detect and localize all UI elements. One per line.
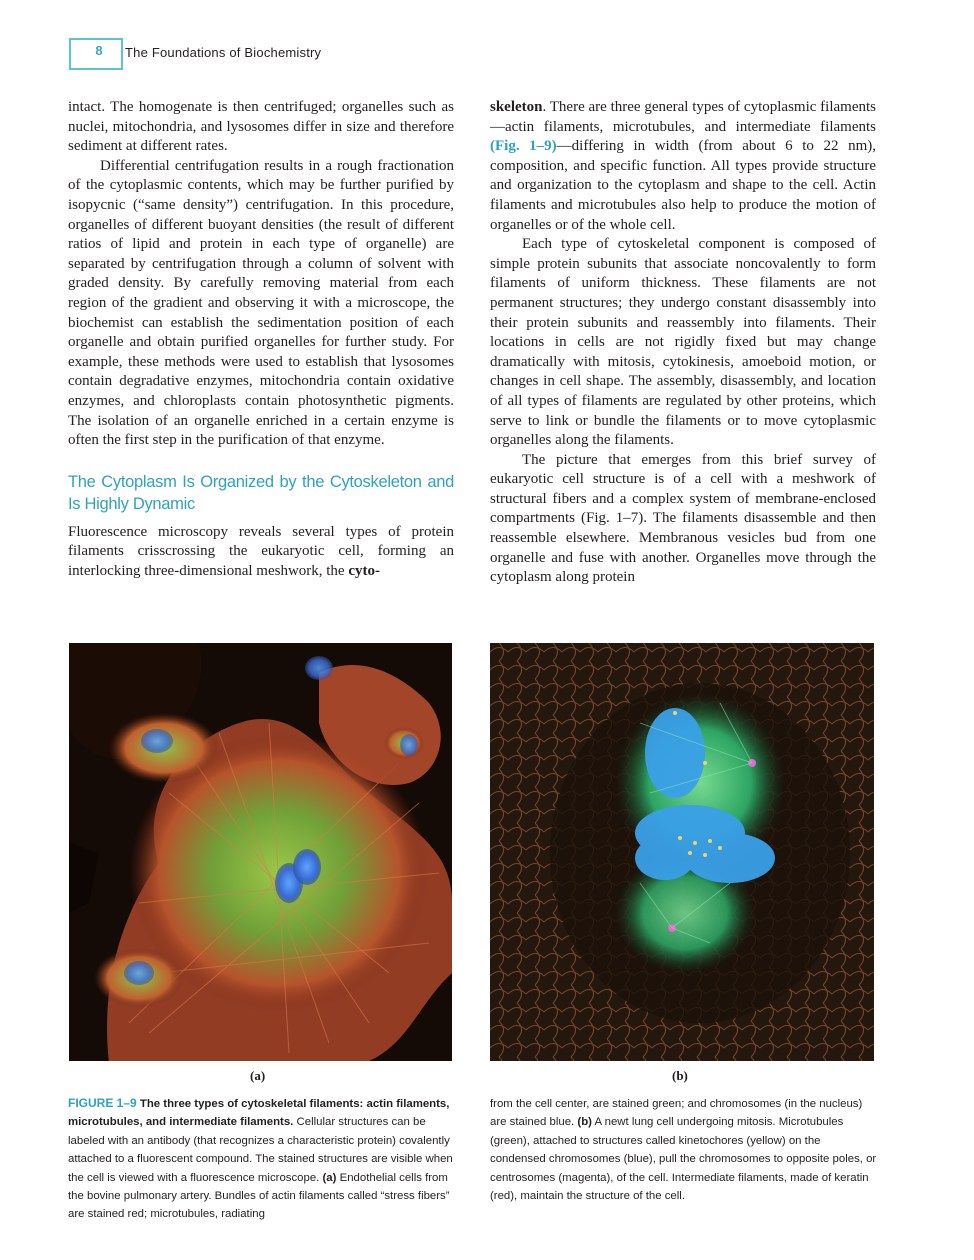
caption-text: Endothelial cells from the bovine pulmonary artery. Bundles of actin filaments called “stress fibers” are stained red; microtubules, radiating [68,1171,450,1221]
paragraph-text: Fluorescence microscopy reveals several types of protein filaments crisscrossing the eukaryotic cell, forming an interlocking three-dimensional meshwork, the [68,523,454,579]
paragraph: intact. The homogenate is then centrifuged; organelles such as nuclei, mitochondria, and lysosomes differ in size and therefore sediment at different rates. [68,99,454,155]
paragraph: Each type of cytoskeletal component is composed of simple protein subunits that associate noncovalently to form filaments of uniform thickness. These filaments are not permanent structures; they undergo constant disassembly into their protein subunits and reassembly into filaments. Their locations in cells are not rigidly fixed but may change dramatically with mitosis, cytokinesis, amoeboid motion, or changes in cell shape. The assembly, disassembly, and location of all types of filaments are regulated by other proteins, which serve to link or bundle the filaments or to move cytoplasmic organelles along the filaments. [490,236,876,449]
bold-term: skeleton [490,99,543,115]
mitosis-cell-image [490,643,874,1061]
caption-text: Cellular structures can be labeled with an antibody (that recognizes a characteristic protein) covalently attached to a fluorescent compound. The stained structures are visible when the cell is viewed with a fluorescence microscope. [68,1116,453,1184]
bold-term: cyto- [348,562,380,579]
panel-label-b: (b) [672,1068,688,1083]
paragraph-text: . There are three general types of cytoplasmic filaments—actin filaments, microtubules, and intermediate filaments [490,99,876,135]
paragraph: The picture that emerges from this brief survey of eukaryotic cell structure is of a cell with a meshwork of structural fibers and a complex system of membrane-enclosed compartments (Fig. 1–7). The filaments disassemble and then reassemble elsewhere. Membranous vesicles bud from one organelle and fuse with another. Organelles move through the cytoplasm along protein [490,451,876,586]
section-heading: The Cytoplasm Is Organized by the Cytoskeleton and Is Highly Dynamic [68,472,454,513]
figure-number: FIGURE 1–9 [68,1096,137,1110]
page-number: 8 [95,43,103,58]
right-column [490,98,876,588]
caption-text: A newt lung cell undergoing mitosis. Microtubules (green), attached to structures called kinetochores (yellow) on the condensed chromosomes (blue), pull the chromosomes to opposite poles, or centrosomes (magenta), of the cell. Intermediate filaments, made of keratin (red), maintain the structure of the cell. [490,1116,877,1203]
figure-caption-left [68,1094,456,1224]
paragraph-text: —differing in width (from about 6 to 22 nm), composition, and specific function. All types provide structure and organization to the cytoplasm and shape to the cell. Actin filaments and microtubules also help to produce the motion of organelles or of the whole cell. [490,138,876,233]
caption-text: from the cell center, are stained green; and chromosomes (in the nucleus) are stained blue. [490,1098,863,1129]
paragraph: Differential centrifugation results in a rough fractionation of the cytoplasmic contents, which may be further purified by isopycnic (“same density”) centrifugation. In this procedure, organelles of different buoyant densities (the result of different ratios of lipid and protein in each type of organelle) are separated by centrifugation through a column of solvent with graded density. By carefully removing material from each region of the gradient and observing it with a microscope, the biochemist can establish the sedimentation position of each organelle and obtain purified organelles for further study. For example, these methods were used to establish that lysosomes contain degradative enzymes, mitochondria contain oxidative enzymes, and chloroplasts contain photosynthetic pigments. The isolation of an organelle enriched in a certain enzyme is often the first step in the purification of that enzyme. [68,157,454,449]
page-header [69,38,449,68]
endothelial-cells-image [69,643,452,1061]
paragraph [490,98,876,235]
caption-title: The three types of cytoskeletal filaments: actin filaments, microtubules, and intermediate filaments. [68,1098,450,1129]
caption-marker-b: (b) [577,1116,592,1129]
figure-b-micrograph [490,643,874,1061]
figure-a-micrograph [69,643,452,1061]
paragraph [68,523,454,582]
running-title: The Foundations of Biochemistry [125,45,322,60]
figure-reference[interactable]: (Fig. 1–9) [490,138,557,155]
caption-marker-a: (a) [322,1171,337,1184]
panel-label-a: (a) [250,1068,266,1083]
figure-caption-right [490,1095,878,1205]
left-column [68,98,454,581]
